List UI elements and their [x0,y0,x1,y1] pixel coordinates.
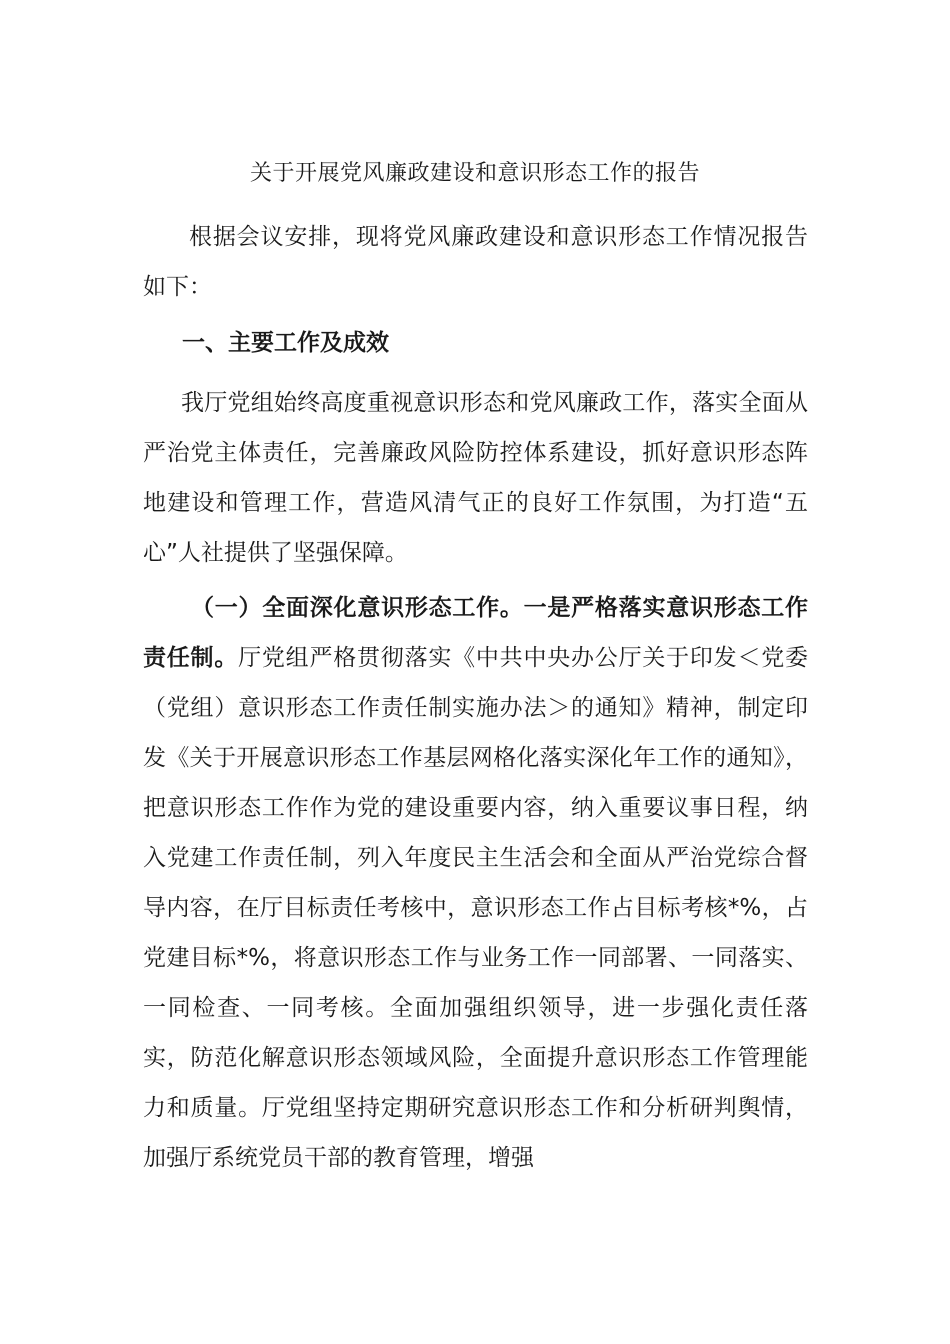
subsection-body: 厅党组严格贯彻落实《中共中央办公厅关于印发＜党委（党组）意识形态工作责任制实施办法＞的通知》精神，制定印发《关于开展意识形态工作基层网格化落实深化年工作的通知》，把意识形态工作作为党的建设重要内容，纳入重要议事日程，纳入党建工作责任制，列入年度民主生活会和全面从严治党综合督导内容，在厅目标责任考核中，意识形态工作占目标考核*%，占党建目标*%，将意识形态工作与业务工作一同部署、一同落实、一同检查、一同考核。全面加强组织领导，进一步强化责任落实，防范化解意识形态领域风险，全面提升意识形态工作管理能力和质量。厅党组坚持定期研究意识形态工作和分析研判舆情，加强厅系统党员干部的教育管理，增强 [143,645,809,1171]
document-title: 关于开展党风廉政建设和意识形态工作的报告 [249,161,700,186]
subsection-lead: （一）全面深化意识形态工作。一是严格落实意识形态工作责任制。 [143,595,808,671]
section-heading-1: 一、主要工作及成效 [182,330,389,356]
intro-paragraph: 根据会议安排，现将党风廉政建设和意识形态工作情况报告如下： [143,224,808,300]
body-paragraph-2 [143,583,808,1183]
body-paragraph-1: 我厅党组始终高度重视意识形态和党风廉政工作，落实全面从严治党主体责任，完善廉政风险防控体系建设，抓好意识形态阵地建设和管理工作，营造风清气正的良好工作氛围，为打造“五心”人社提供了坚强保障。 [143,390,808,566]
